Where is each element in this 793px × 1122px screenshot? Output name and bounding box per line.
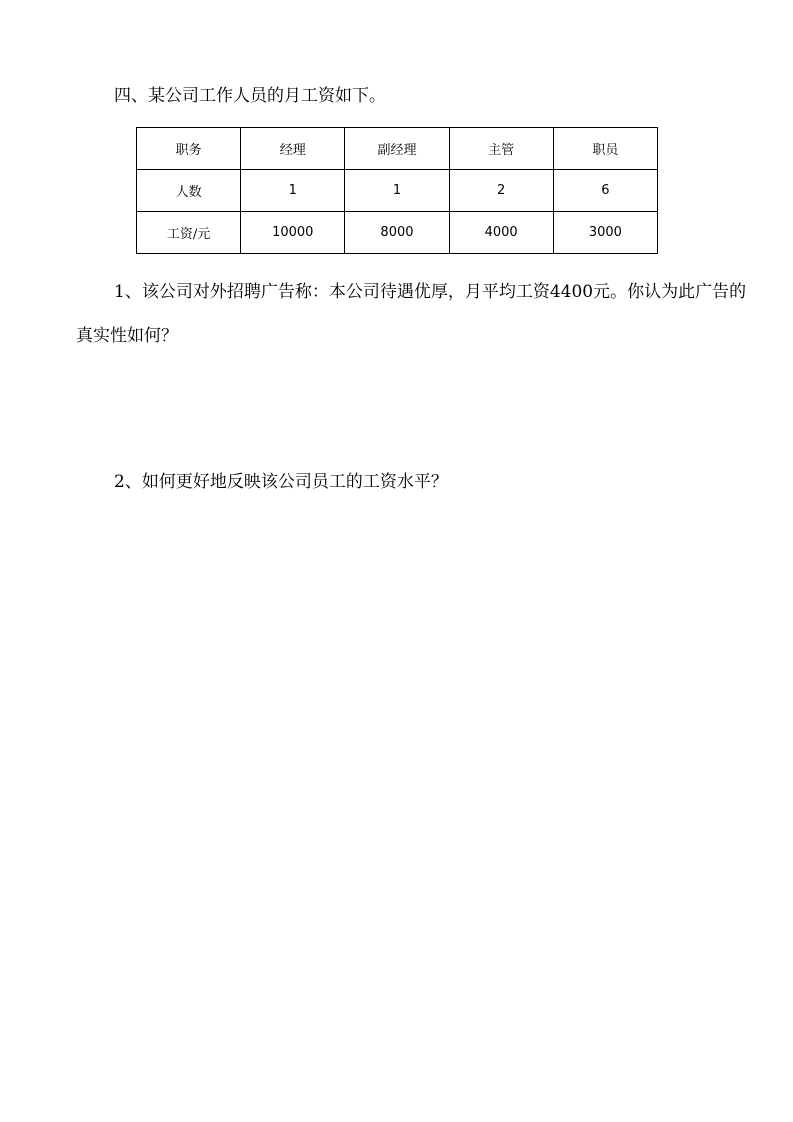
table-cell: 3000 [553, 212, 657, 254]
table-cell: 职务 [137, 128, 241, 170]
table-cell: 6 [553, 170, 657, 212]
table-cell: 人数 [137, 170, 241, 212]
table-cell: 2 [449, 170, 553, 212]
salary-table [136, 127, 658, 254]
table-cell: 1 [345, 170, 449, 212]
table-cell: 经理 [241, 128, 345, 170]
table-row-position [137, 128, 658, 170]
table-cell: 工资/元 [137, 212, 241, 254]
section-heading: 四、某公司工作人员的月工资如下。 [114, 86, 386, 106]
question-2: 2、如何更好地反映该公司员工的工资水平？ [114, 472, 448, 492]
table-row-salary [137, 212, 658, 254]
table-cell: 副经理 [345, 128, 449, 170]
table-cell: 4000 [449, 212, 553, 254]
table-cell: 职员 [553, 128, 657, 170]
table-cell: 主管 [449, 128, 553, 170]
table-row-count [137, 170, 658, 212]
table-cell: 1 [241, 170, 345, 212]
question-1: 1、该公司对外招聘广告称：本公司待遇优厚，月平均工资4400元。你认为此广告的真实性如何？ [76, 282, 747, 346]
table-cell: 10000 [241, 212, 345, 254]
table-cell: 8000 [345, 212, 449, 254]
